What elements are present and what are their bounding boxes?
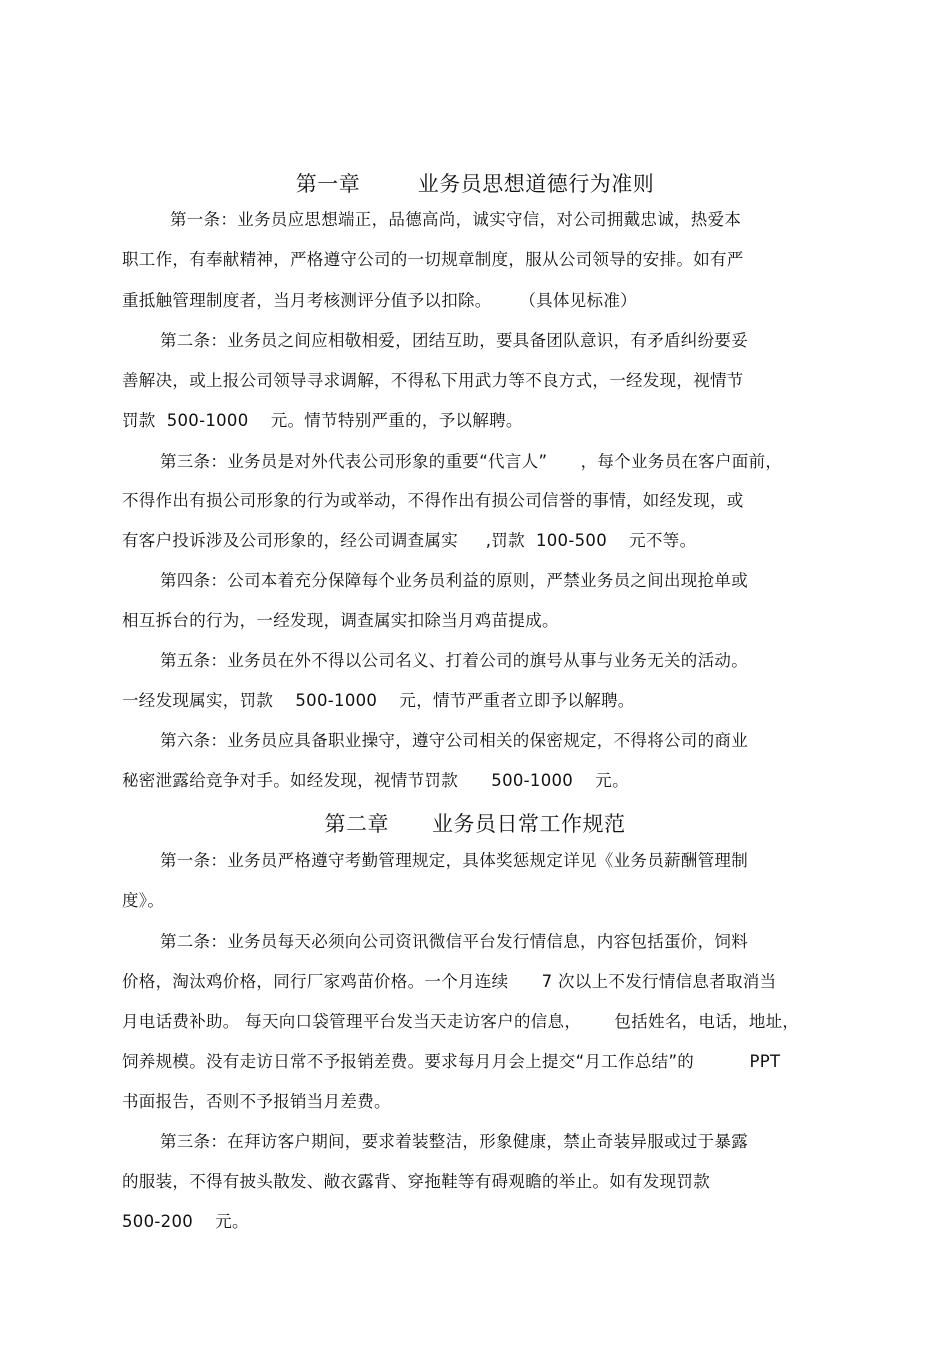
chapter-2-line: 的服装，不得有披头散发、敞衣露背、穿拖鞋等有碍观瞻的举止。如有发现罚款 [122, 1172, 710, 1191]
chapter-1-line: 有客户投诉涉及公司形象的，经公司调查属实 ,罚款 100-500 元不等。 [122, 531, 697, 550]
chapter-1-line: 一经发现属实，罚款 500-1000 元，情节严重者立即予以解聘。 [122, 691, 635, 710]
chapter-1-line: 第五条：业务员在外不得以公司名义、打着公司的旗号从事与业务无关的活动。 [160, 651, 748, 670]
chapter-2-line: 度》。 [122, 891, 165, 910]
chapter-1-line: 不得作出有损公司形象的行为或举动，不得作出有损公司信誉的事情，如经发现，或 [122, 491, 744, 510]
chapter-2-line: 500-200 元。 [122, 1212, 249, 1231]
chapter-1-line: 第六条：业务员应具备职业操守，遵守公司相关的保密规定，不得将公司的商业 [160, 731, 748, 750]
chapter-1-line: 相互拆台的行为，一经发现，调查属实扣除当月鸡苗提成。 [122, 611, 559, 630]
chapter-2-line: 饲养规模。没有走访日常不予报销差费。要求每月月会上提交“月工作总结”的 PPT [122, 1052, 781, 1071]
chapter-2-line: 月电话费补助。 每天向口袋管理平台发当天走访客户的信息， 包括姓名，电话，地址， [122, 1012, 800, 1031]
chapter-1-line: 秘密泄露给竞争对手。如经发现，视情节罚款 500-1000 元。 [122, 771, 629, 790]
chapter-1-line: 第二条：业务员之间应相敬相爱，团结互助，要具备团队意识，有矛盾纠纷要妥 [160, 331, 748, 350]
chapter-1-line: 重抵触管理制度者，当月考核测评分值予以扣除。 （具体见标准） [122, 291, 637, 310]
chapter-1-line: 罚款 500-1000 元。情节特别严重的，予以解聘。 [122, 411, 523, 430]
chapter-1-line: 第一条：业务员应思想端正，品德高尚，诚实守信，对公司拥戴忠诚，热爱本 [170, 210, 742, 229]
chapter-2-heading: 第二章 业务员日常工作规范 [324, 812, 626, 836]
chapter-2-line: 书面报告，否则不予报销当月差费。 [122, 1092, 391, 1111]
chapter-2-line: 第三条：在拜访客户期间，要求着装整洁，形象健康，禁止奇装异服或过于暴露 [160, 1132, 748, 1151]
chapter-1-line: 第四条：公司本着充分保障每个业务员利益的原则，严禁业务员之间出现抢单或 [160, 571, 748, 590]
chapter-1-heading: 第一章 业务员思想道德行为准则 [295, 172, 655, 196]
chapter-2-line: 价格，淘汰鸡价格，同行厂家鸡苗价格。一个月连续 7 次以上不发行情信息者取消当 [122, 972, 777, 991]
chapter-1-line: 第三条：业务员是对外代表公司形象的重要“代言人” ，每个业务员在客户面前， [160, 452, 783, 471]
chapter-1-line: 善解决，或上报公司领导寻求调解，不得私下用武力等不良方式，一经发现，视情节 [122, 371, 744, 390]
chapter-2-line: 第一条：业务员严格遵守考勤管理规定，具体奖惩规定详见《业务员薪酬管理制 [160, 851, 748, 870]
chapter-2-line: 第二条：业务员每天必须向公司资讯微信平台发行情信息，内容包括蛋价，饲料 [160, 932, 748, 951]
chapter-1-line: 职工作，有奉献精神，严格遵守公司的一切规章制度，服从公司领导的安排。如有严 [122, 250, 744, 269]
